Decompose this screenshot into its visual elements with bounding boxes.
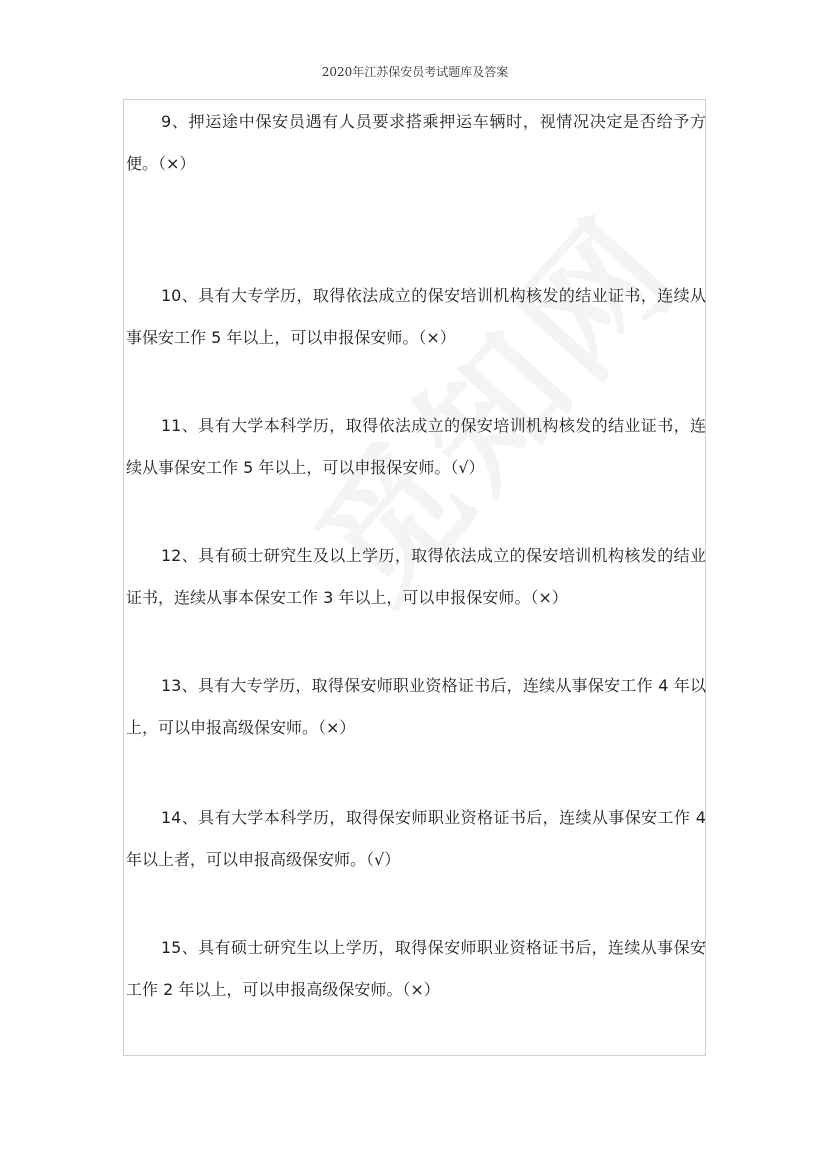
question-item-12: 12、具有硕士研究生及以上学历，取得依法成立的保安培训机构核发的结业证书，连续从事本保安工作 3 年以上，可以申报保安师。（×） [126, 546, 706, 607]
question-item-14: 14、具有大学本科学历，取得保安师职业资格证书后，连续从事保安工作 4 年以上者，可以申报高级保安师。（√） [126, 808, 706, 869]
question-item-9: 9、押运途中保安员遇有人员要求搭乘押运车辆时，视情况决定是否给予方便。（×） [126, 112, 706, 173]
page-header-title: 2020年江苏保安员考试题库及答案 [321, 65, 509, 79]
question-item-11: 11、具有大学本科学历，取得依法成立的保安培训机构核发的结业证书，连续从事保安工作 5 年以上，可以申报保安师。（√） [126, 416, 706, 477]
question-item-10: 10、具有大专学历，取得依法成立的保安培训机构核发的结业证书，连续从事保安工作 5 年以上，可以申报保安师。（×） [126, 286, 706, 347]
question-item-15: 15、具有硕士研究生以上学历，取得保安师职业资格证书后，连续从事保安工作 2 年以上，可以申报高级保安师。（×） [126, 938, 706, 999]
question-item-13: 13、具有大专学历，取得保安师职业资格证书后，连续从事保安工作 4 年以上，可以申报高级保安师。（×） [126, 676, 706, 737]
